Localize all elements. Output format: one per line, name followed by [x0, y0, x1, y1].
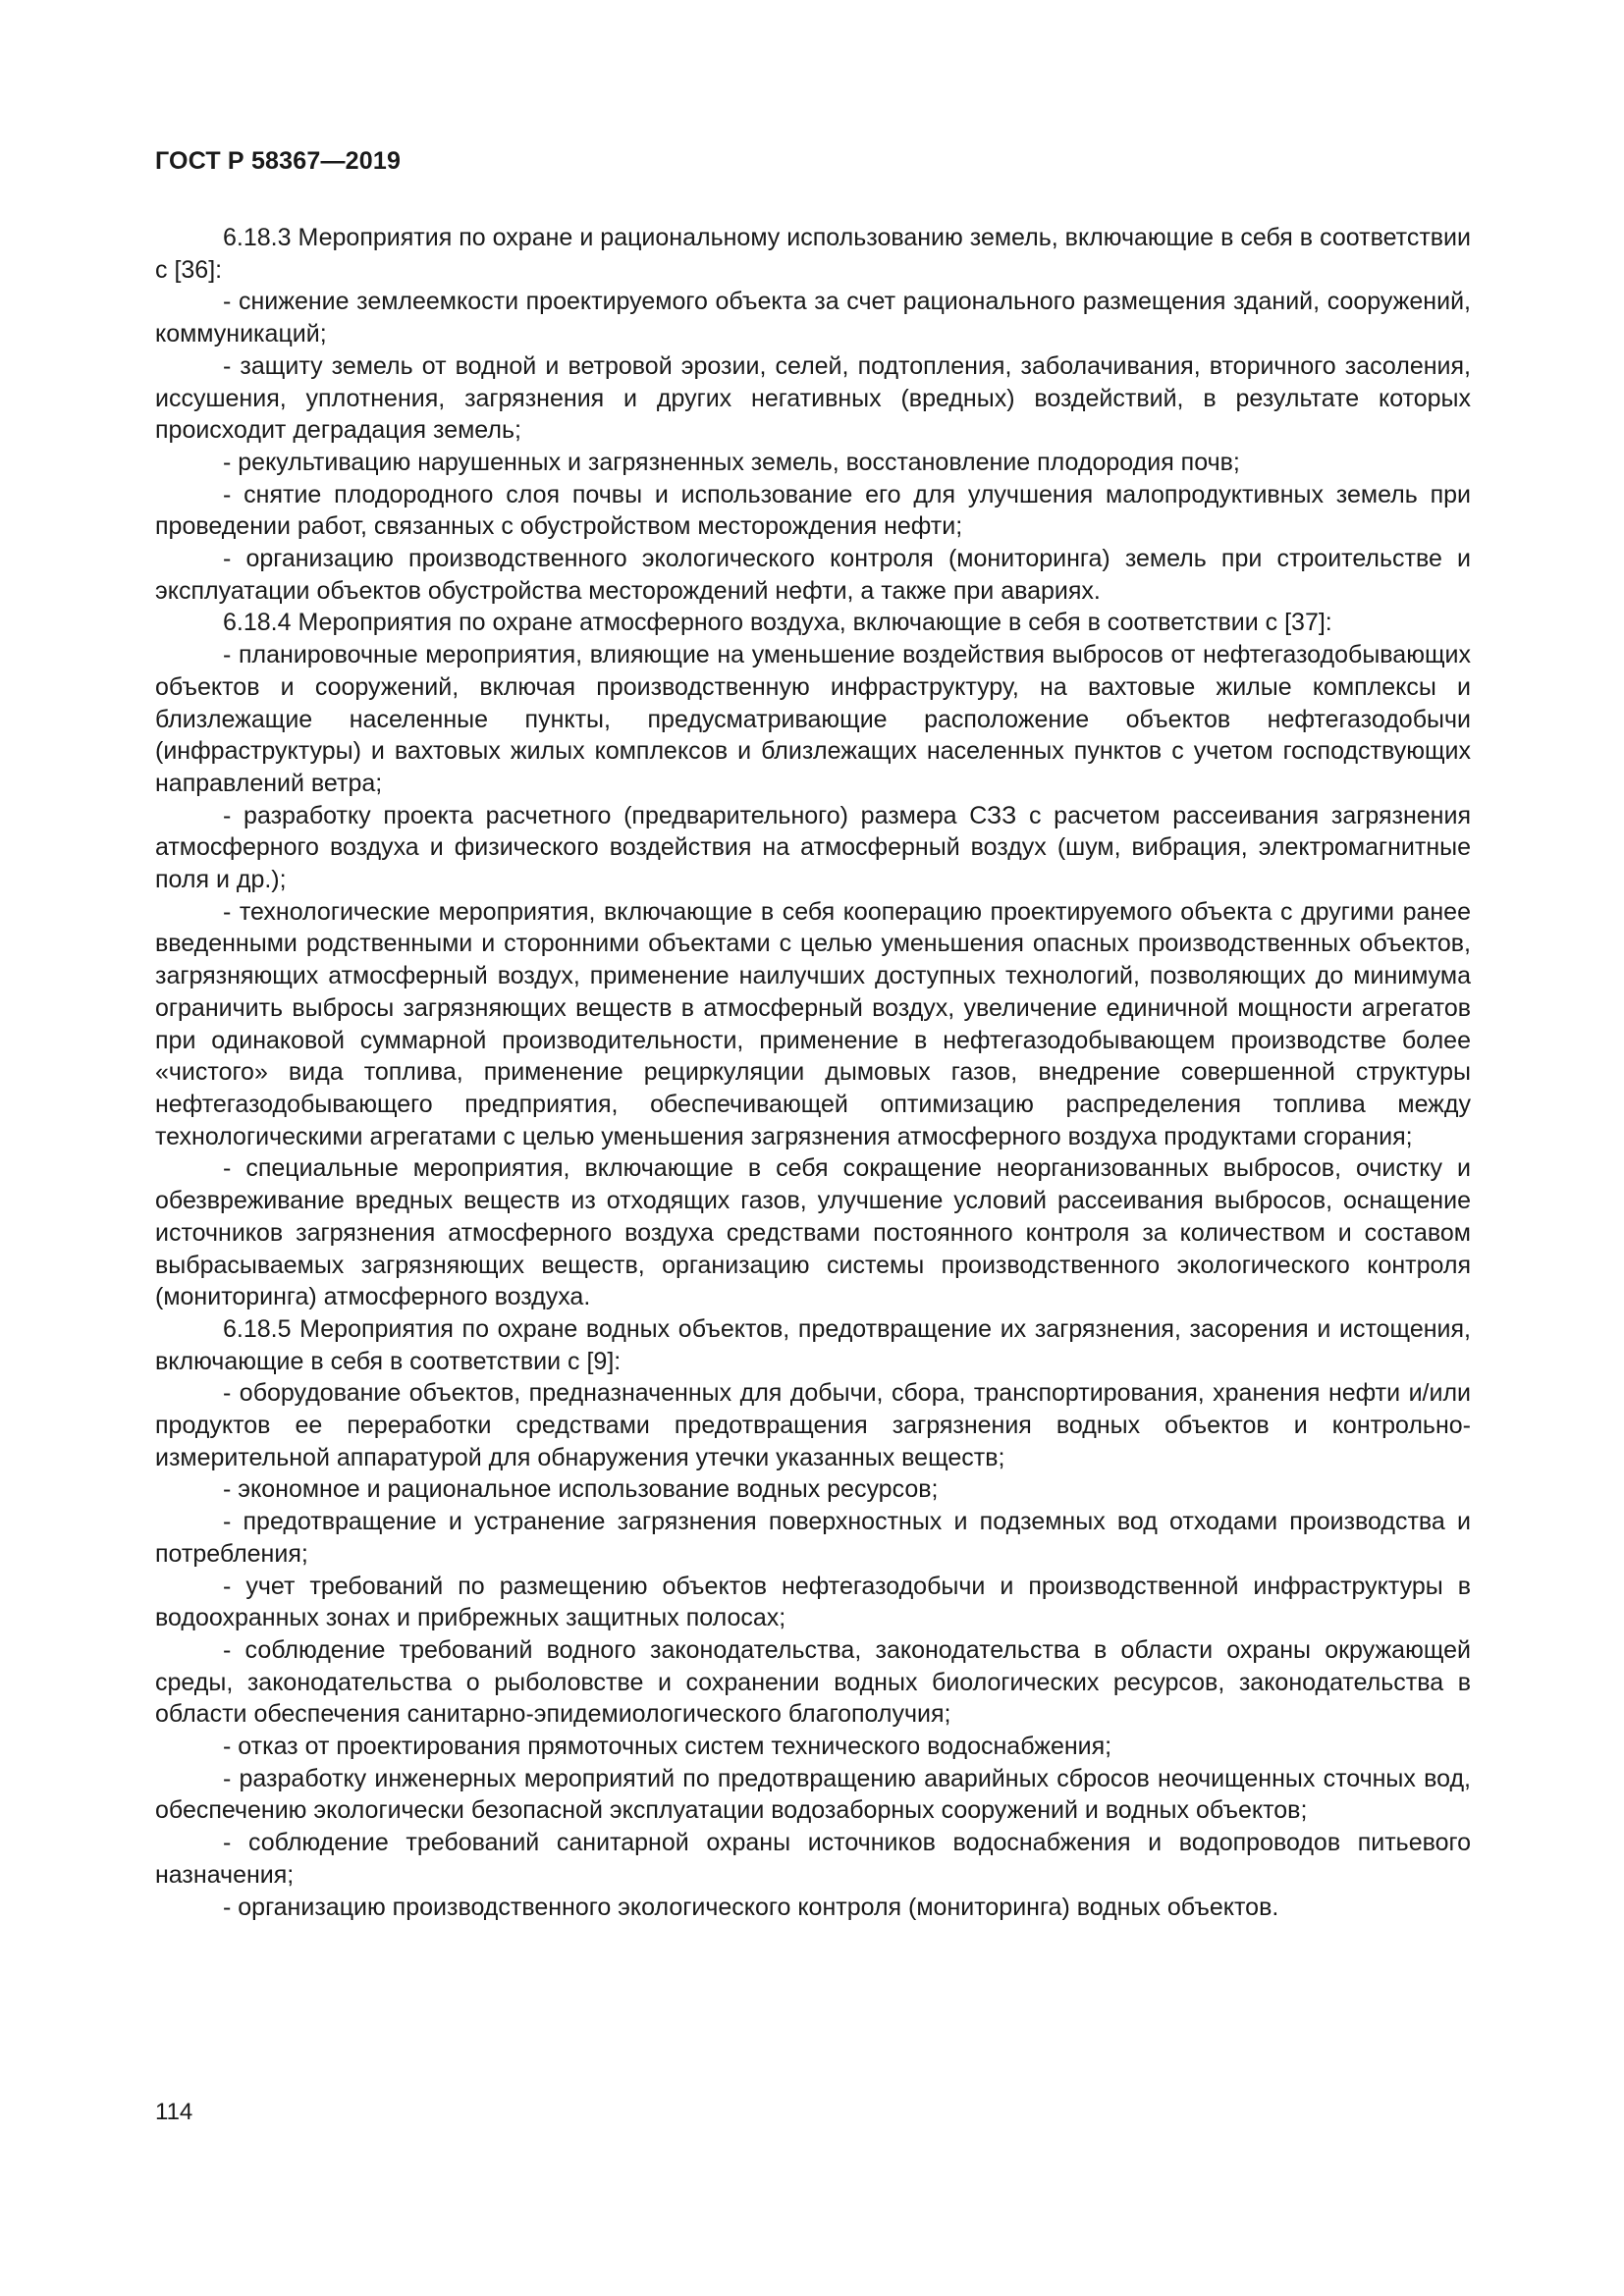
list-item: - разработку инженерных мероприятий по предотвращению аварийных сбросов неочищенных сточных вод, обеспечению экологически безопасной эксплуатации водозаборных сооружений и водных объектов; — [155, 1764, 1471, 1825]
list-item: - специальные мероприятия, включающие в себя сокращение неорганизованных выбросов, очистку и обезвреживание вредных веществ из отходящих газов, улучшение условий рассеивания выбросов, оснащение источников загрязнения атмосферного воздуха средствами постоянного контроля за количеством и составом выбрасываемых загрязняющих веществ, организацию системы производственного экологического контроля (мониторинга) атмосферного воздуха. — [155, 1154, 1471, 1311]
list-item: - технологические мероприятия, включающие в себя кооперацию проектируемого объекта с другими ранее введенными родственными и сторонними объектами с целью уменьшения опасных производственных объектов, загрязняющих атмосферный воздух, применение наилучших доступных технологий, позволяющих до минимума ограничить выбросы загрязняющих веществ в атмосферный воздух, увеличение единичной мощности агрегатов при одинаковой суммарной производительности, применение в нефтегазодобывающем производстве более «чистого» вида топлива, применение рециркуляции дымовых газов, внедрение совершенной структуры нефтегазодобывающего предприятия, обеспечивающей оптимизацию распределения топлива между технологическими агрегатами с целью уменьшения загрязнения атмосферного воздуха продуктами сгорания; — [155, 897, 1471, 1150]
list-item: - организацию производственного экологического контроля (мониторинга) водных объектов. — [223, 1893, 1279, 1921]
list-item: - защиту земель от водной и ветровой эрозии, селей, подтопления, заболачивания, вторичного засоления, иссушения, уплотнения, загрязнения и других негативных (вредных) воздействий, в результате которых происходит деградация земель; — [155, 351, 1471, 445]
list-item: - разработку проекта расчетного (предварительного) размера СЗЗ с расчетом рассеивания загрязнения атмосферного воздуха и физического воздействия на атмосферный воздух (шум, вибрация, электромагнитные поля и др.); — [155, 801, 1471, 894]
list-item: - планировочные мероприятия, влияющие на уменьшение воздействия выбросов от нефтегазодобывающих объектов и сооружений, включая производственную инфраструктуру, на вахтовые жилые комплексы и близлежащие населенные пункты, предусматривающие расположение объектов нефтегазодобычи (инфраструктуры) и вахтовых жилых комплексов и близлежащих населенных пунктов с учетом господствующих направлений ветра; — [155, 641, 1471, 797]
list-item: - учет требований по размещению объектов нефтегазодобычи и производственной инфраструктуры в водоохранных зонах и прибрежных защитных полосах; — [155, 1572, 1471, 1632]
paragraph-6-18-4: 6.18.4 Мероприятия по охране атмосферного воздуха, включающие в себя в соответствии с [37]: — [223, 609, 1332, 637]
list-item: - рекультивацию нарушенных и загрязненных земель, восстановление плодородия почв; — [223, 448, 1240, 476]
list-item: - соблюдение требований санитарной охраны источников водоснабжения и водопроводов питьевого назначения; — [155, 1829, 1471, 1889]
list-item: - оборудование объектов, предназначенных для добычи, сбора, транспортирования, хранения нефти и/или продуктов ее переработки средствами предотвращения загрязнения водных объектов и контрольно-измерительной аппаратурой для обнаружения утечки указанных веществ; — [155, 1379, 1471, 1471]
standard-header: ГОСТ Р 58367—2019 — [155, 147, 402, 175]
paragraph-6-18-5: 6.18.5 Мероприятия по охране водных объектов, предотвращение их загрязнения, засорения и истощения, включающие в себя в соответствии с [9]: — [155, 1314, 1471, 1375]
list-item: - организацию производственного экологического контроля (мониторинга) земель при строительстве и эксплуатации объектов обустройства месторождений нефти, а также при авариях. — [155, 545, 1471, 605]
list-item: - предотвращение и устранение загрязнения поверхностных и подземных вод отходами производства и потребления; — [155, 1508, 1471, 1568]
list-item: - соблюдение требований водного законодательства, законодательства в области охраны окружающей среды, законодательства о рыболовстве и сохранении водных биологических ресурсов, законодательства в области обеспечения санитарно-эпидемиологического благополучия; — [155, 1635, 1471, 1729]
document-body — [155, 222, 1471, 1923]
page-number: 114 — [155, 2099, 193, 2125]
paragraph-6-18-3: 6.18.3 Мероприятия по охране и рациональному использованию земель, включающие в себя в соответствии с [36]: — [155, 224, 1471, 284]
list-item: - отказ от проектирования прямоточных систем технического водоснабжения; — [223, 1733, 1112, 1761]
list-item: - экономное и рациональное использование водных ресурсов; — [223, 1475, 939, 1504]
list-item: - снятие плодородного слоя почвы и использование его для улучшения малопродуктивных земель при проведении работ, связанных с обустройством месторождения нефти; — [155, 480, 1471, 541]
list-item: - снижение землеемкости проектируемого объекта за счет рационального размещения зданий, сооружений, коммуникаций; — [155, 288, 1471, 348]
